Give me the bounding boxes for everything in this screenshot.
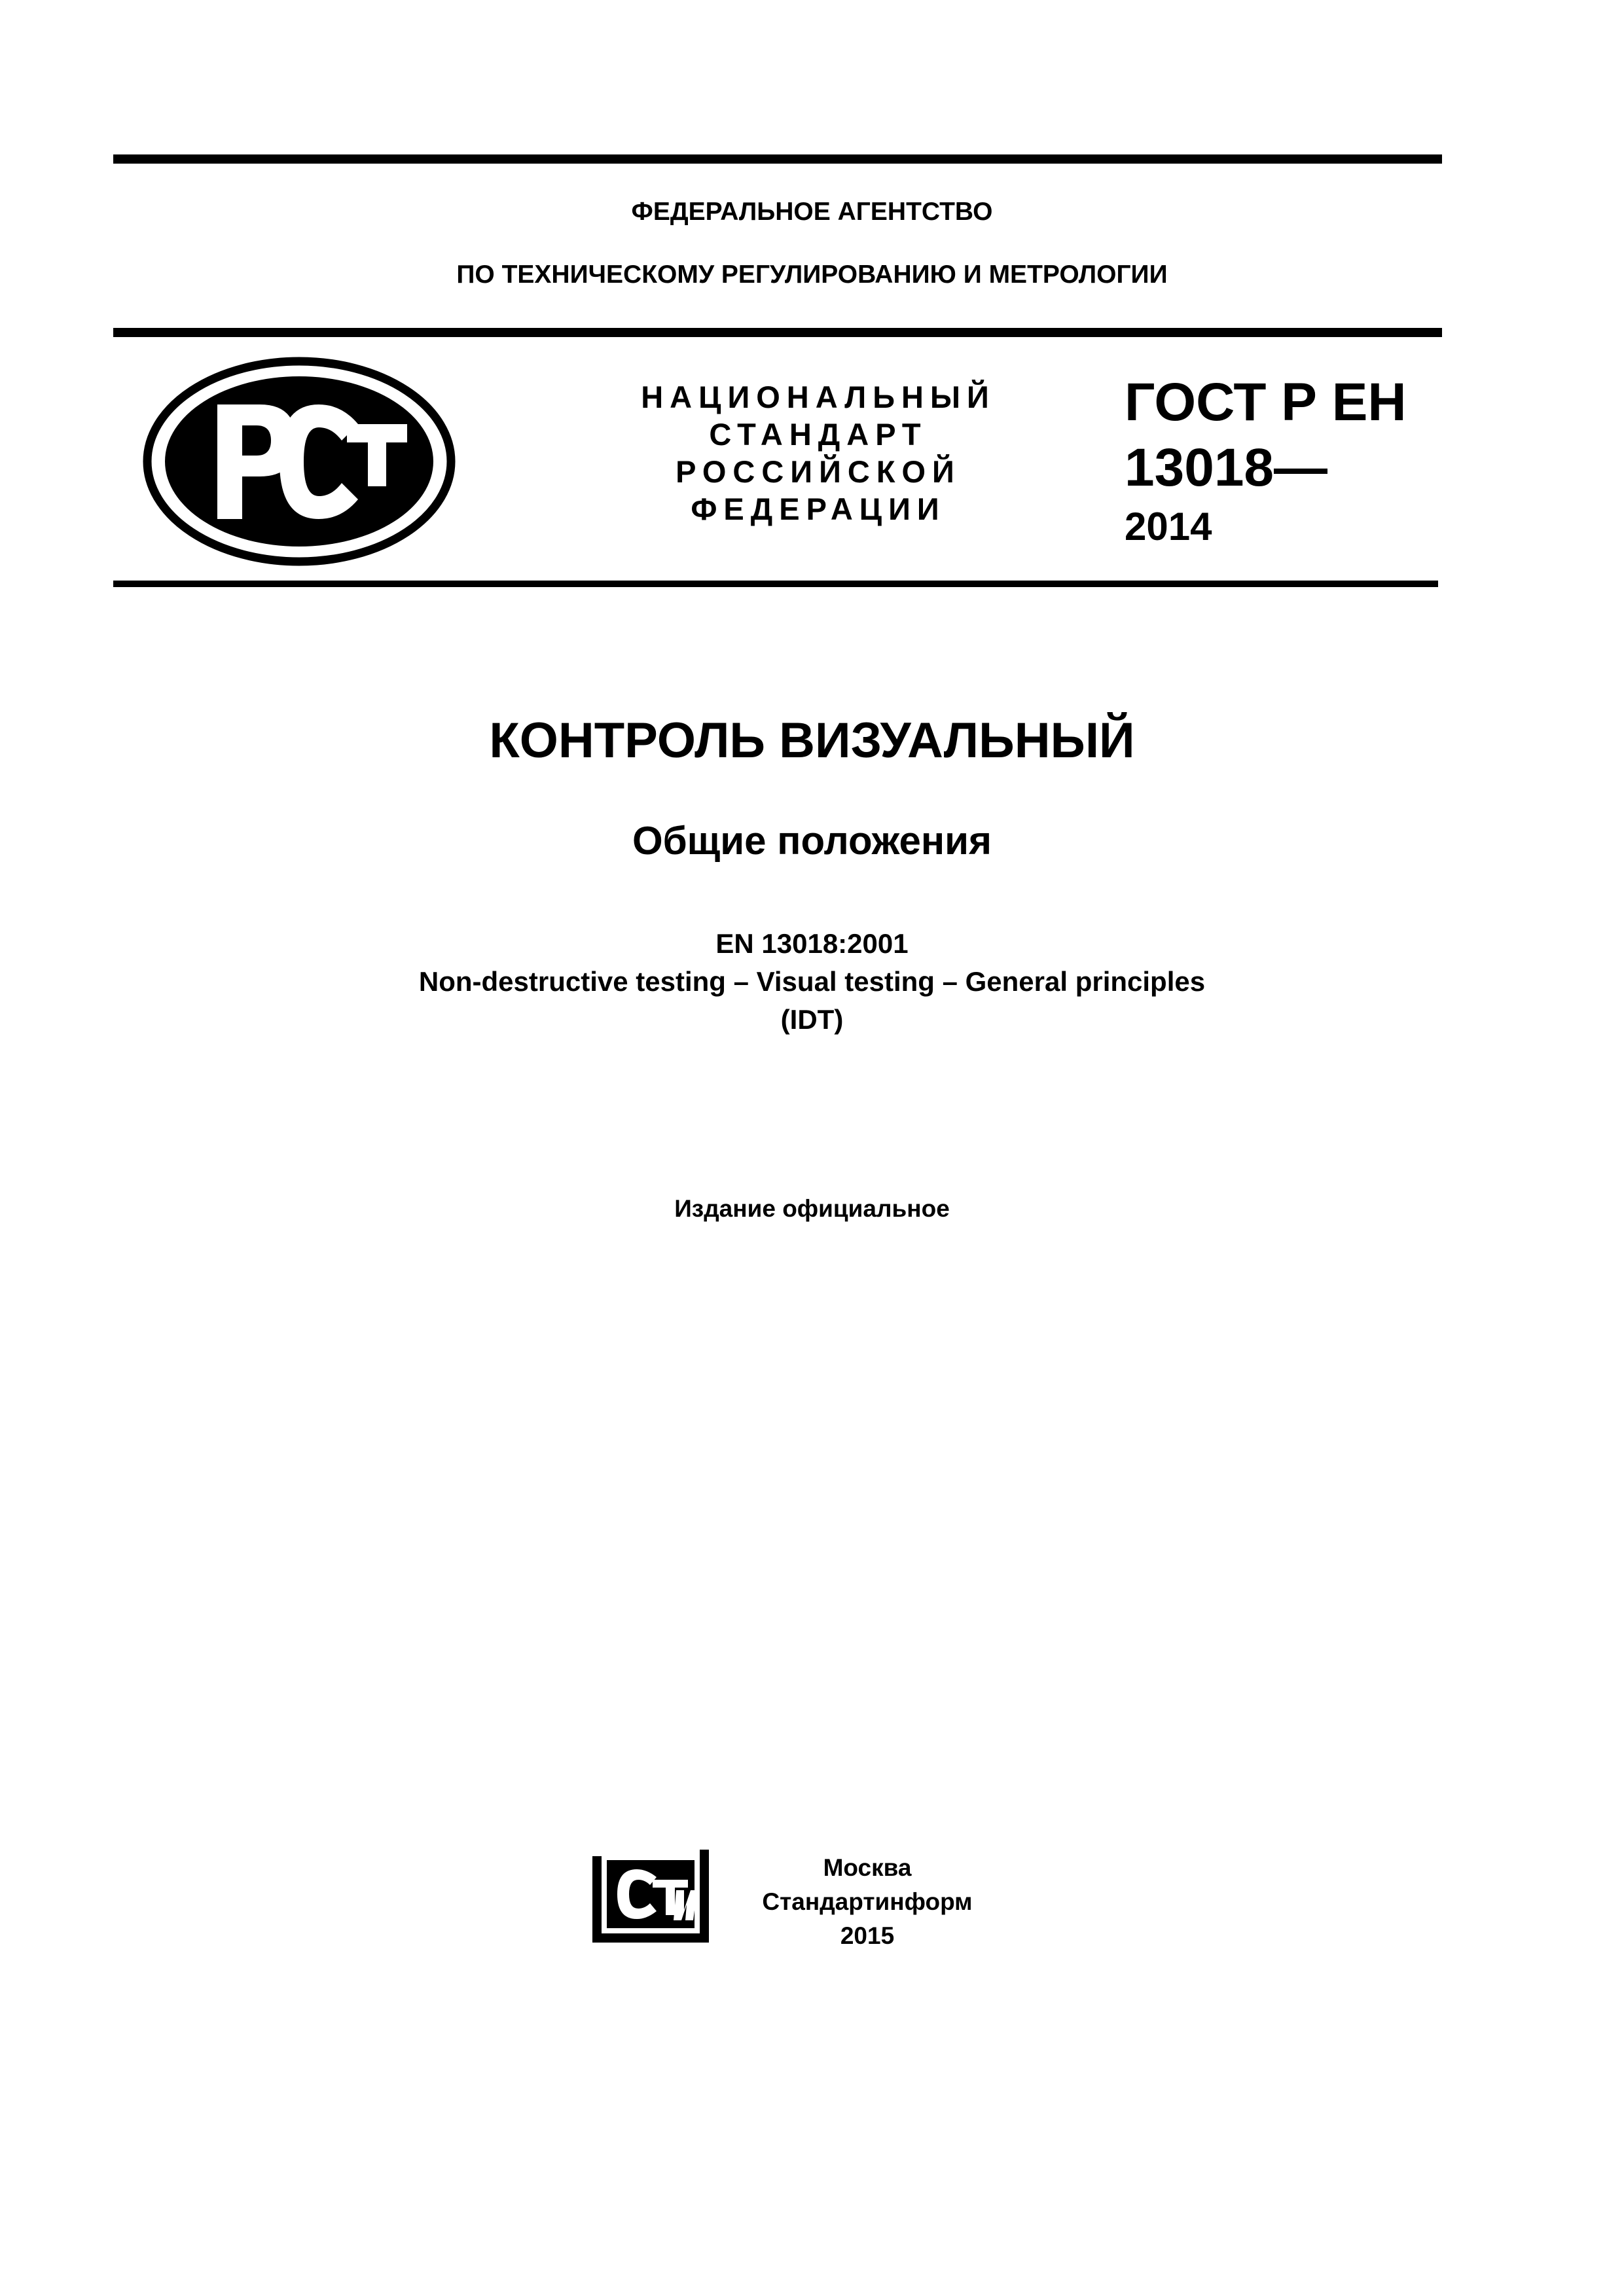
designation-line2: 13018— bbox=[1125, 438, 1328, 497]
national-standard-line4: ФЕДЕРАЦИИ bbox=[691, 492, 946, 526]
document-subtitle: Общие положения bbox=[632, 819, 992, 863]
national-standard-line2: СТАНДАРТ bbox=[709, 417, 928, 452]
national-standard-line3: РОССИЙСКОЙ bbox=[676, 454, 961, 489]
edition-label: Издание официальное bbox=[674, 1195, 950, 1222]
publisher-city: Москва bbox=[823, 1854, 912, 1881]
designation-line1: ГОСТ Р ЕН bbox=[1125, 372, 1407, 432]
national-standard-label bbox=[576, 378, 1060, 528]
publisher-year: 2015 bbox=[840, 1922, 895, 1949]
national-standard-line1: НАЦИОНАЛЬНЫЙ bbox=[641, 380, 996, 414]
agency-name-line1: ФЕДЕРАЛЬНОЕ АГЕНТСТВО bbox=[631, 198, 993, 226]
rst-logo bbox=[139, 352, 460, 571]
top-rule bbox=[113, 154, 1442, 164]
document-title: КОНТРОЛЬ ВИЗУАЛЬНЫЙ bbox=[489, 713, 1135, 768]
en-standard-degree: (IDT) bbox=[780, 1004, 844, 1035]
agency-name-line2: ПО ТЕХНИЧЕСКОМУ РЕГУЛИРОВАНИЮ И МЕТРОЛОГИИ bbox=[456, 260, 1168, 289]
publisher-info bbox=[720, 1851, 1015, 1953]
sti-logo bbox=[585, 1844, 715, 1946]
header-rule bbox=[113, 328, 1442, 337]
en-standard-number: EN 13018:2001 bbox=[715, 928, 909, 959]
designation-year: 2014 bbox=[1125, 505, 1212, 548]
en-standard-title: Non-destructive testing – Visual testing – General principles bbox=[418, 966, 1206, 997]
standard-designation bbox=[1125, 370, 1407, 553]
publisher-name: Стандартинформ bbox=[762, 1888, 973, 1915]
header-bottom-rule bbox=[113, 581, 1438, 587]
